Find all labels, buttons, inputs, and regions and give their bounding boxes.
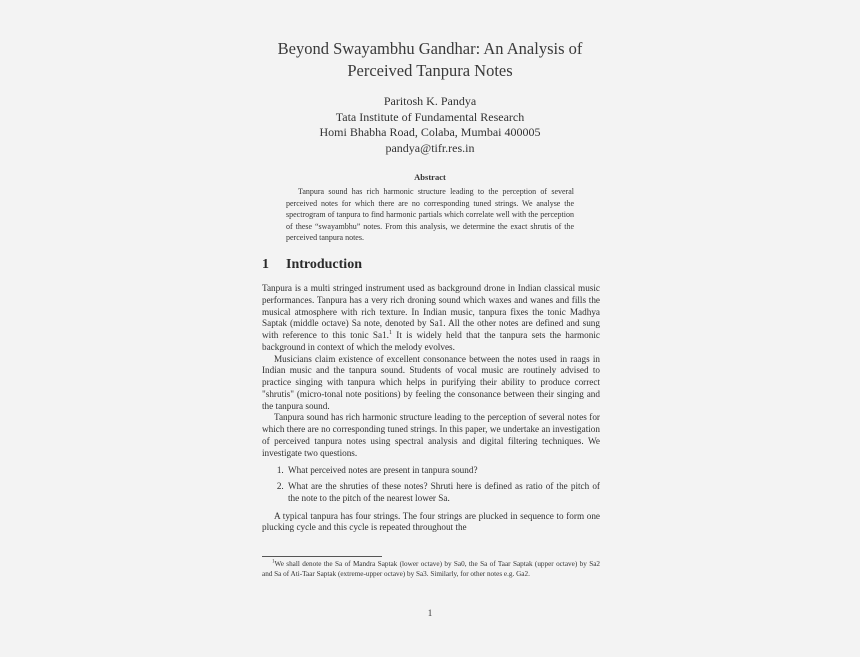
paragraph-1-part-b: It is widely held that the tanpura sets the harmonic background in context of which the melody evolves. [262, 330, 600, 352]
list-item: 1. What perceived notes are present in tanpura sound? [286, 465, 600, 477]
footnote-mark: 1 [272, 559, 275, 565]
body-text [262, 283, 600, 534]
author-name: Paritosh K. Pandya [383, 94, 477, 108]
author-affiliation: Tata Institute of Fundamental Research [335, 109, 525, 124]
paragraph-1 [262, 283, 600, 354]
footnote-divider [262, 556, 382, 557]
author-address: Homi Bhabha Road, Colaba, Mumbai 400005 [319, 125, 541, 139]
paragraph-1-part-a: Tanpura is a multi stringed instrument used as background drone in Indian classical music performances. Tanpura has a very rich droning sound which waxes and wanes and fills the musical atmosphere with rich texture. In Indian music, tanpura fixes the tonic Madhya Saptak (middle octave) Sa note, denoted by Sa1. All the other notes are defined and sung with reference to this tonic Sa1. [262, 283, 600, 340]
paragraph-3: Tanpura sound has rich harmonic structure leading to the perception of several notes for which there are no corresponding tuned strings. In this paper, we undertake an investigation of perceived tanpura notes using spectral analysis and digital filtering techniques. We investigate two questions. [262, 412, 600, 458]
author-block [250, 94, 610, 156]
paragraph-2: Musicians claim existence of excellent consonance between the notes used in raags in Indian music and the tanpura sound. Students of vocal music are routinely advised to practice singing with tanpura which helps in purifying their ability to produce correct "shrutis" (micro-tonal note positions) by feeling the consonance between their singing and the tanpura sound. [262, 353, 600, 411]
title-line-1: Beyond Swayambhu Gandhar: An Analysis of [277, 39, 583, 58]
footnote [262, 559, 600, 579]
page-number: 1 [427, 608, 433, 618]
abstract-text: Tanpura sound has rich harmonic structure leading to the perception of several perceived notes for which there are no corresponding tuned strings. We analyse the spectrogram of tanpura to find harmonic partials which correlate well with the perception of these “swayambhu” notes. From this analysis, we determine the exact shrutis of the perceived tanpura notes. [286, 187, 574, 242]
question-list [262, 465, 600, 504]
paper-title [200, 38, 660, 82]
author-email: pandya@tifr.res.in [385, 140, 475, 155]
section-heading [262, 257, 602, 273]
title-line-2: Perceived Tanpura Notes [347, 61, 513, 80]
list-item: 2. What are the shruties of these notes? Shruti here is defined as ratio of the pitch of the note to the pitch of the nearest lower Sa. [286, 481, 600, 505]
footnote-marker: 1 [388, 329, 392, 336]
section-title: Introduction [286, 257, 362, 272]
footnote-text: We shall denote the Sa of Mandra Saptak (lower octave) by Sa0, the Sa of Taar Saptak (upper octave) by Sa2 and Sa of Ati-Taar Saptak (extreme-upper octave) by Sa3. Similarly, for other notes e.g. Ga2. [262, 560, 600, 578]
abstract-heading: Abstract [414, 172, 446, 182]
section-number: 1 [262, 257, 269, 272]
paragraph-4: A typical tanpura has four strings. The four strings are plucked in sequence to form one plucking cycle and this cycle is repeated throughout the [262, 510, 600, 533]
